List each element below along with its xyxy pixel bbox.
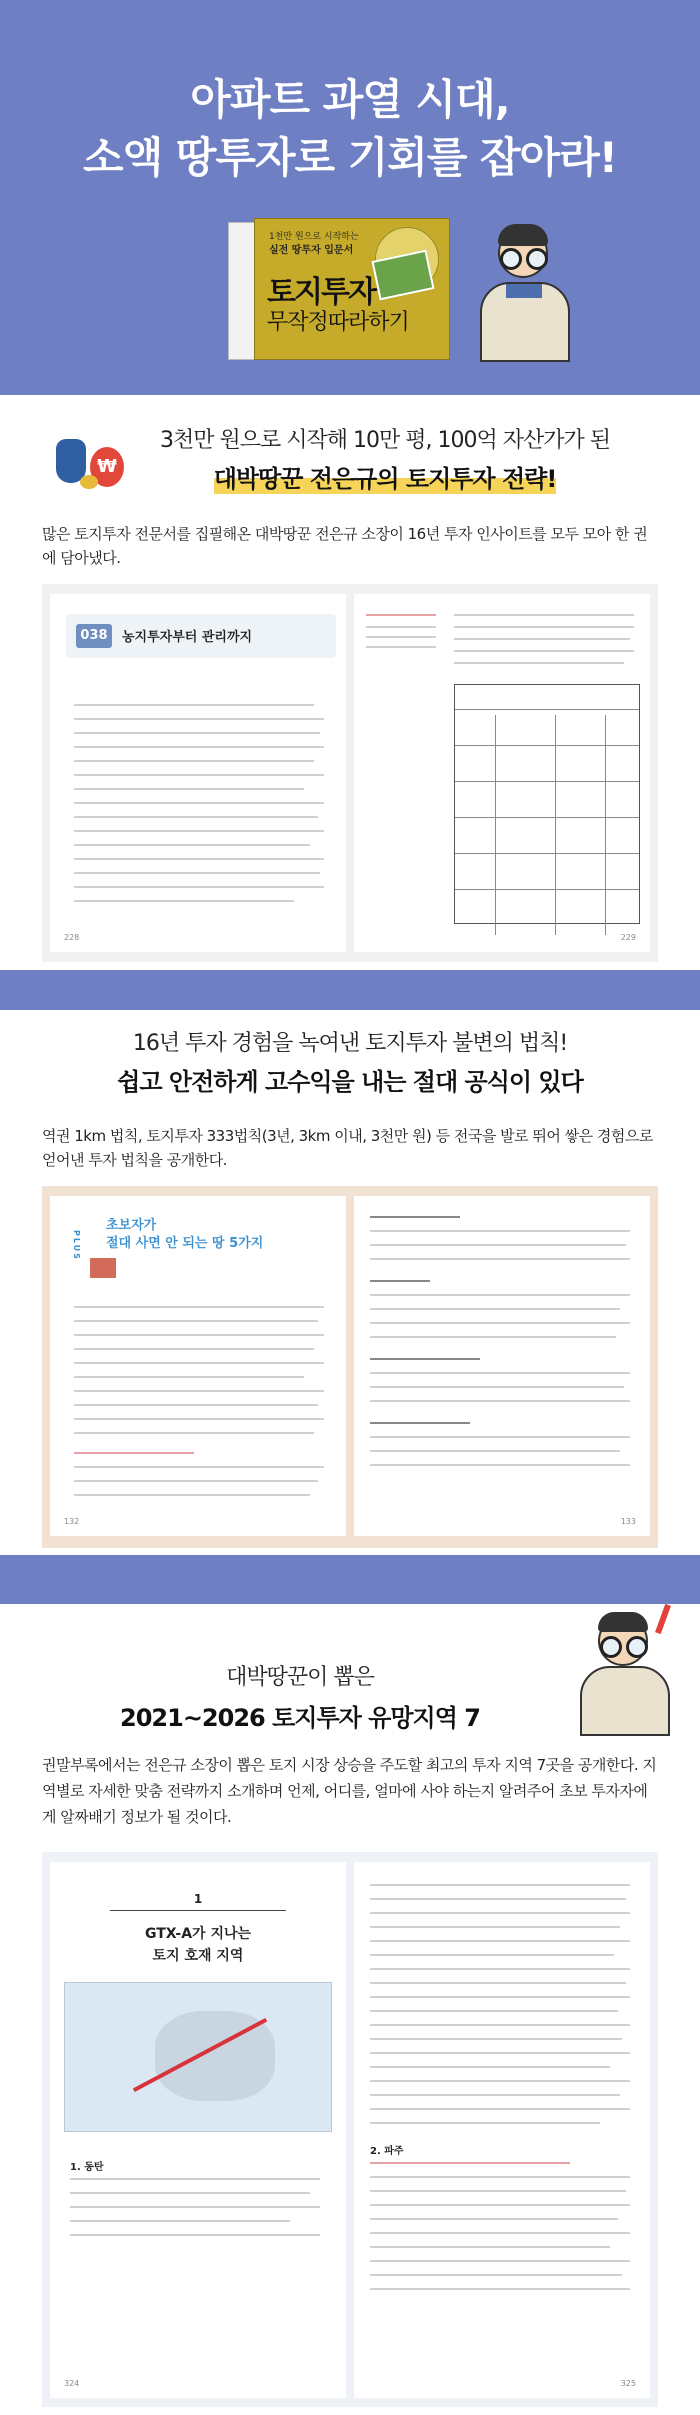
exclamation-icon [655, 1604, 671, 1634]
section3-heading-line2: 2021~2026 토지투자 유망지역 7 [120, 1704, 480, 1732]
spread2-left-page [50, 1196, 346, 1536]
section2-heading [42, 1012, 658, 1112]
chapter-number: 038 [76, 624, 112, 648]
spread3-right-page [354, 1862, 650, 2398]
chapter-box [66, 614, 336, 658]
spread1-left-page [50, 594, 346, 952]
page-number-left: 132 [64, 1517, 80, 1526]
house-icon [90, 1258, 116, 1278]
page-number-left: 228 [64, 933, 80, 942]
section2-paragraph: 역권 1km 법칙, 토지투자 333법칙(3년, 3km 이내, 3천만 원) 등 전국을 발로 뛰어 쌓은 경험으로 얻어낸 투자 법칙을 공개한다. [42, 1127, 653, 1169]
book-spread-1 [42, 584, 658, 962]
book-title: 토지투자 [267, 275, 375, 310]
spread3-title-line1: GTX-A가 지나는 [144, 1926, 252, 1942]
book-subtitle: 1천만 원으로 시작하는 [269, 232, 359, 242]
won-coin-icon: ₩ [90, 447, 124, 487]
page-number-right: 133 [620, 1517, 636, 1526]
binoculars-man-illustration [460, 222, 590, 362]
page-number-right: 229 [620, 933, 636, 942]
section1-heading-line2: 대박땅꾼 전은규의 토지투자 전략! [214, 459, 557, 494]
page-number-left: 324 [64, 2379, 80, 2388]
land-register-form [454, 684, 640, 924]
book-cover-image [228, 218, 446, 360]
spread3-section-left: 1. 동탄 [70, 2162, 104, 2173]
region-number: 1 [193, 1892, 203, 1906]
binoculars-icon [600, 1636, 622, 1658]
book-subtitle2: 실전 땅투자 입문서 [269, 245, 354, 256]
section1-paragraph: 많은 토지투자 전문서를 집필해온 대박땅꾼 전은규 소장이 16년 투자 인사이트를 모두 모아 한 권에 담아냈다. [42, 525, 648, 567]
section2-heading-line1: 16년 투자 경험을 녹여낸 토지투자 불변의 법칙! [132, 1031, 568, 1056]
book-spread-3 [42, 1852, 658, 2407]
book-spread-2 [42, 1186, 658, 1548]
hero-banner [0, 0, 700, 395]
section3-heading-line1: 대박땅꾼이 뽑은 [226, 1665, 374, 1690]
hero-title-line1: 아파트 과열 시대, [190, 75, 510, 124]
binoculars-icon [500, 248, 522, 270]
section2-heading-line2: 쉽고 안전하게 고수익을 내는 절대 공식이 있다 [117, 1068, 583, 1096]
chapter-title: 농지투자부터 관리까지 [122, 630, 253, 645]
book-spine [228, 222, 256, 360]
book-title2: 무작정따라하기 [267, 310, 409, 335]
section1-heading-line1: 3천만 원으로 시작해 10만 평, 100억 자산가가 된 [160, 428, 610, 453]
section1-heading [42, 407, 658, 507]
hero-title-line2: 소액 땅투자로 기회를 잡아라! [83, 133, 617, 182]
spread2-right-page [354, 1196, 650, 1536]
page-number-right: 325 [620, 2379, 636, 2388]
spread3-section-right: 2. 파주 [370, 2146, 404, 2157]
spread2-title-line1: 초보자가 [106, 1218, 157, 1233]
binoculars-man-illustration-2 [560, 1606, 680, 1736]
section3-paragraph: 권말부록에서는 전은규 소장이 뽑은 토지 시장 상승을 주도할 최고의 투자 지역 7곳을 공개한다. 지역별로 자세한 맞춤 전략까지 소개하며 언제, 어디를, 얼마에 사야 하는지 알려주어 초보 투자자에게 알짜배기 정보가 될 것이다. [42, 1756, 657, 1826]
spread1-right-page [354, 594, 650, 952]
spread3-left-page [50, 1862, 346, 2398]
gtx-route-map [64, 1982, 332, 2132]
spread2-title-line2: 절대 사면 안 되는 땅 5가지 [106, 1236, 264, 1251]
book-front-cover [254, 218, 450, 360]
spread3-title-line2: 토지 호재 지역 [152, 1948, 244, 1964]
plus-label: PLUS [72, 1230, 81, 1261]
